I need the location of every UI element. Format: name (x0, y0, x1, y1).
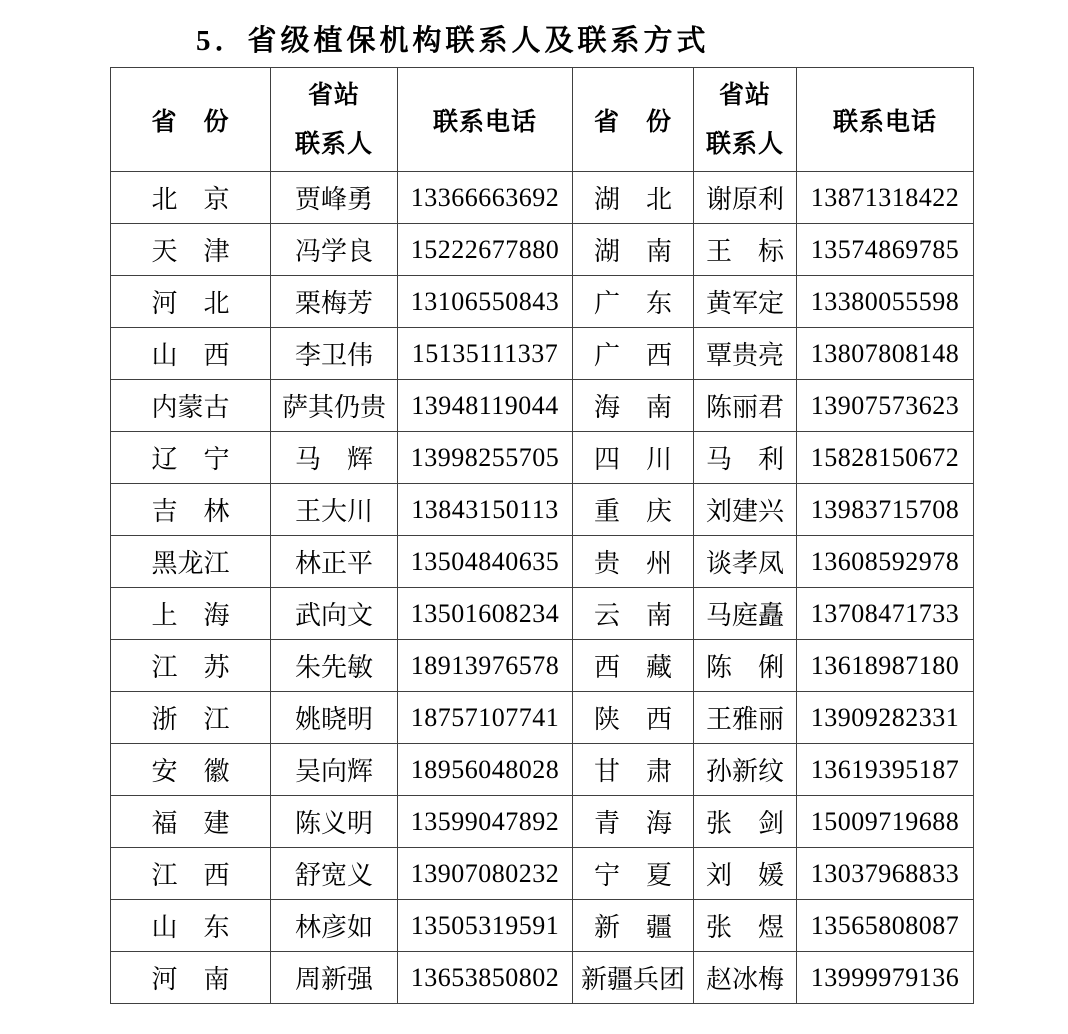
province-cell-right: 广 西 (573, 328, 694, 380)
contact-cell-right: 陈 俐 (694, 640, 797, 692)
phone-cell-right: 13619395187 (797, 744, 974, 796)
phone-cell-left: 13106550843 (398, 276, 573, 328)
contact-cell-right: 赵冰梅 (694, 952, 797, 1004)
province-cell-left: 河 南 (111, 952, 271, 1004)
contact-cell-right: 谈孝凤 (694, 536, 797, 588)
contact-cell-left: 姚晓明 (271, 692, 398, 744)
table-row (111, 328, 974, 380)
table-row (111, 692, 974, 744)
table-row (111, 640, 974, 692)
contact-cell-right: 王雅丽 (694, 692, 797, 744)
contact-cell-left: 吴向辉 (271, 744, 398, 796)
contact-cell-right: 孙新纹 (694, 744, 797, 796)
province-cell-right: 甘 肃 (573, 744, 694, 796)
phone-cell-right: 13983715708 (797, 484, 974, 536)
section-title: 5．省级植保机构联系人及联系方式 (196, 25, 710, 57)
phone-cell-right: 13999979136 (797, 952, 974, 1004)
contact-cell-left: 朱先敏 (271, 640, 398, 692)
phone-cell-right: 13574869785 (797, 224, 974, 276)
province-cell-left: 北 京 (111, 172, 271, 224)
phone-cell-left: 13501608234 (398, 588, 573, 640)
province-cell-right: 湖 北 (573, 172, 694, 224)
province-cell-left: 福 建 (111, 796, 271, 848)
province-cell-left: 山 西 (111, 328, 271, 380)
phone-cell-left: 18956048028 (398, 744, 573, 796)
province-cell-left: 江 苏 (111, 640, 271, 692)
contact-cell-right: 刘建兴 (694, 484, 797, 536)
table-row (111, 276, 974, 328)
province-cell-left: 黑龙江 (111, 536, 271, 588)
header-province-left: 省 份 (111, 68, 271, 172)
header-contact-left-line2: 联系人 (294, 129, 373, 158)
table-row (111, 744, 974, 796)
province-cell-right: 海 南 (573, 380, 694, 432)
province-cell-right: 广 东 (573, 276, 694, 328)
phone-cell-left: 13843150113 (398, 484, 573, 536)
header-phone-right: 联系电话 (797, 68, 974, 172)
province-cell-left: 辽 宁 (111, 432, 271, 484)
table-row (111, 848, 974, 900)
contact-cell-left: 周新强 (271, 952, 398, 1004)
header-contact-right-line1: 省站 (718, 80, 771, 109)
header-contact-left-line1: 省站 (307, 80, 360, 109)
province-cell-left: 河 北 (111, 276, 271, 328)
province-cell-right: 四 川 (573, 432, 694, 484)
contact-cell-right: 马 利 (694, 432, 797, 484)
table-row (111, 796, 974, 848)
contact-cell-left: 武向文 (271, 588, 398, 640)
province-cell-right: 重 庆 (573, 484, 694, 536)
contact-cell-left: 马 辉 (271, 432, 398, 484)
table-row (111, 588, 974, 640)
province-cell-right: 云 南 (573, 588, 694, 640)
contact-cell-right: 谢原利 (694, 172, 797, 224)
province-cell-right: 青 海 (573, 796, 694, 848)
phone-cell-left: 18757107741 (398, 692, 573, 744)
phone-cell-right: 13380055598 (797, 276, 974, 328)
phone-cell-left: 18913976578 (398, 640, 573, 692)
header-contact-right-line2: 联系人 (705, 129, 784, 158)
province-cell-left: 浙 江 (111, 692, 271, 744)
table-row (111, 536, 974, 588)
phone-cell-left: 13599047892 (398, 796, 573, 848)
province-cell-left: 天 津 (111, 224, 271, 276)
province-cell-right: 新疆兵团 (573, 952, 694, 1004)
phone-cell-left: 15135111337 (398, 328, 573, 380)
contact-cell-left: 萨其仍贵 (271, 380, 398, 432)
contact-cell-right: 刘 媛 (694, 848, 797, 900)
province-cell-right: 新 疆 (573, 900, 694, 952)
phone-cell-left: 15222677880 (398, 224, 573, 276)
phone-cell-right: 13807808148 (797, 328, 974, 380)
phone-cell-right: 13907573623 (797, 380, 974, 432)
province-cell-right: 贵 州 (573, 536, 694, 588)
contact-cell-right: 马庭矗 (694, 588, 797, 640)
contact-cell-left: 贾峰勇 (271, 172, 398, 224)
phone-cell-left: 13907080232 (398, 848, 573, 900)
contact-cell-right: 王 标 (694, 224, 797, 276)
phone-cell-left: 13504840635 (398, 536, 573, 588)
table-header-row (111, 68, 974, 172)
header-phone-left: 联系电话 (398, 68, 573, 172)
table-row (111, 952, 974, 1004)
contact-cell-left: 陈义明 (271, 796, 398, 848)
contact-cell-right: 黄军定 (694, 276, 797, 328)
province-cell-left: 山 东 (111, 900, 271, 952)
province-cell-left: 吉 林 (111, 484, 271, 536)
phone-cell-left: 13948119044 (398, 380, 573, 432)
province-cell-left: 江 西 (111, 848, 271, 900)
contact-cell-right: 张 剑 (694, 796, 797, 848)
contact-cell-right: 张 煜 (694, 900, 797, 952)
phone-cell-left: 13505319591 (398, 900, 573, 952)
province-cell-left: 上 海 (111, 588, 271, 640)
contact-cell-left: 王大川 (271, 484, 398, 536)
phone-cell-right: 13871318422 (797, 172, 974, 224)
contact-cell-left: 林正平 (271, 536, 398, 588)
phone-cell-right: 13608592978 (797, 536, 974, 588)
province-cell-right: 宁 夏 (573, 848, 694, 900)
phone-cell-right: 13037968833 (797, 848, 974, 900)
table-row (111, 432, 974, 484)
header-contact-left (271, 68, 398, 172)
province-cell-right: 湖 南 (573, 224, 694, 276)
province-cell-left: 内蒙古 (111, 380, 271, 432)
table-row (111, 484, 974, 536)
phone-cell-right: 13708471733 (797, 588, 974, 640)
province-cell-right: 陕 西 (573, 692, 694, 744)
header-province-right: 省 份 (573, 68, 694, 172)
province-cell-right: 西 藏 (573, 640, 694, 692)
phone-cell-left: 13653850802 (398, 952, 573, 1004)
table-row (111, 172, 974, 224)
phone-cell-right: 13618987180 (797, 640, 974, 692)
phone-cell-left: 13998255705 (398, 432, 573, 484)
contact-cell-left: 林彦如 (271, 900, 398, 952)
contact-cell-right: 覃贵亮 (694, 328, 797, 380)
contact-cell-left: 栗梅芳 (271, 276, 398, 328)
phone-cell-right: 13565808087 (797, 900, 974, 952)
table-row (111, 224, 974, 276)
contact-cell-left: 李卫伟 (271, 328, 398, 380)
header-contact-right (694, 68, 797, 172)
phone-cell-right: 15009719688 (797, 796, 974, 848)
contacts-table (110, 67, 974, 1004)
table-row (111, 900, 974, 952)
contact-cell-left: 舒宽义 (271, 848, 398, 900)
phone-cell-right: 15828150672 (797, 432, 974, 484)
contact-cell-left: 冯学良 (271, 224, 398, 276)
phone-cell-right: 13909282331 (797, 692, 974, 744)
contact-cell-right: 陈丽君 (694, 380, 797, 432)
table-row (111, 380, 974, 432)
phone-cell-left: 13366663692 (398, 172, 573, 224)
province-cell-left: 安 徽 (111, 744, 271, 796)
